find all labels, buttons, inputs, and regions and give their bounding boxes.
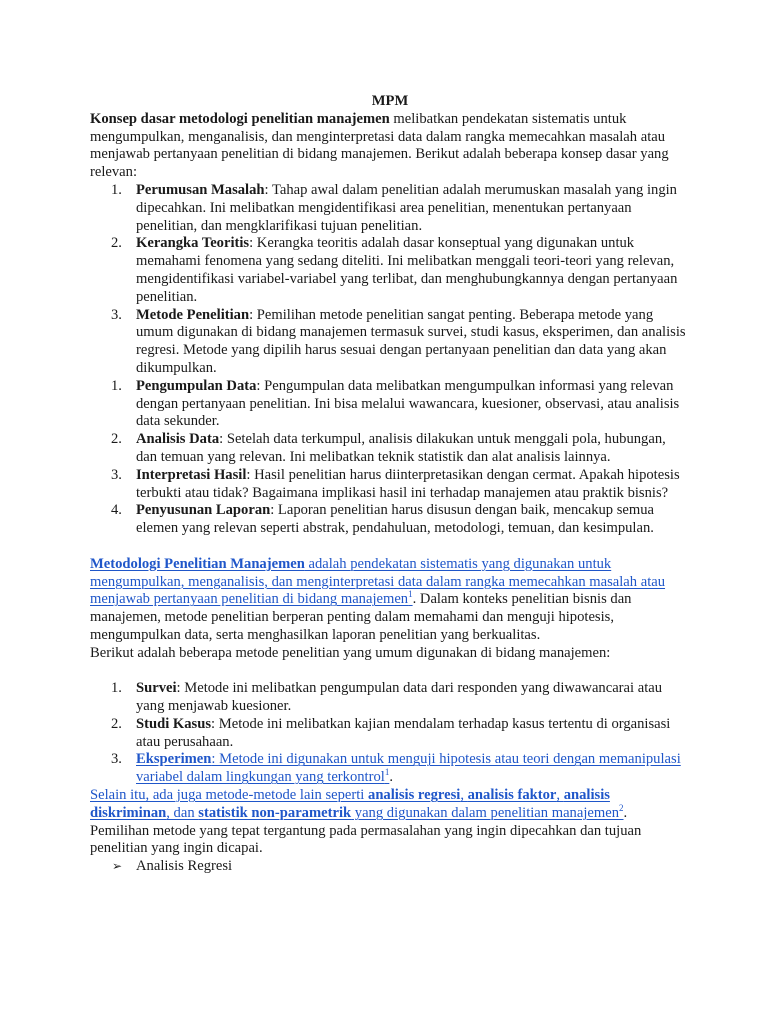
list-text: : Laporan penelitian harus disusun dengan baik, mencakup semua elemen yang relevan seperti abstrak, pendahuluan, metodologi, temuan, dan kesimpulan. xyxy=(136,502,655,537)
list-item xyxy=(90,680,690,716)
methodology-paragraph xyxy=(90,556,690,645)
link-bold-term: Metodologi Penelitian Manajemen xyxy=(90,555,305,572)
list-number: 1. xyxy=(111,377,122,394)
list-number: 2. xyxy=(111,431,122,448)
list-text: : Metode ini digunakan untuk menguji hipotesis atau teori dengan memanipulasi variabel dalam lingkungan yang terkontrol xyxy=(136,751,681,786)
separator: , dan xyxy=(166,804,199,821)
concepts-list xyxy=(90,182,690,538)
list-number: 4. xyxy=(111,502,122,519)
list-item xyxy=(90,431,690,467)
document-page xyxy=(90,93,690,876)
list-item xyxy=(90,182,690,235)
list-term: Pengumpulan Data xyxy=(136,377,257,394)
list-term: Penyusunan Laporan xyxy=(136,502,271,519)
list-number: 3. xyxy=(111,751,122,768)
other-methods-link[interactable] xyxy=(90,787,624,821)
list-term: Studi Kasus xyxy=(136,715,212,732)
blank-line xyxy=(90,538,690,556)
paragraph-end: . xyxy=(623,804,628,821)
list-text: : Setelah data terkumpul, analisis dilakukan untuk menggali pola, hubungan, dan temuan yang relevan. Ini melibatkan teknik statistik dan alat analisis lainnya. xyxy=(136,431,666,465)
list-term: Survei xyxy=(136,680,177,697)
list-text: : Hasil penelitian harus diinterpretasikan dengan cermat. Apakah hipotesis terbukti atau tidak? Bagaimana implikasi hasil ini terhadap manajemen atau praktik bisnis? xyxy=(136,466,680,501)
footnote-ref: 1 xyxy=(384,767,390,778)
list-item xyxy=(90,378,690,431)
list-number: 2. xyxy=(111,715,122,732)
list-number: 2. xyxy=(111,235,122,252)
link-text: yang digunakan dalam penelitian manajemen xyxy=(351,804,619,821)
methods-lead: Berikut adalah beberapa metode penelitian yang umum digunakan di bidang manajemen: xyxy=(90,644,611,661)
list-term: Interpretasi Hasil xyxy=(136,466,247,483)
bullet-item xyxy=(90,858,690,876)
method-term: analisis diskriminan xyxy=(90,787,610,821)
list-text: : Pengumpulan data melibatkan mengumpulkan informasi yang relevan dengan pertanyaan penelitian. Ini bisa melalui wawancara, kuesioner, observasi, atau analisis data sekunder. xyxy=(136,377,680,430)
methods-list xyxy=(90,680,690,787)
link-text: adalah pendekatan sistematis yang digunakan untuk mengumpulkan, menganalisis, dan menginterpretasi data dalam rangka memecahkan masalah atau menjawab pertanyaan penelitian di bidang manajemen xyxy=(90,555,666,608)
list-item xyxy=(90,502,690,538)
bullet-text: Analisis Regresi xyxy=(136,858,233,875)
list-text: : Metode ini melibatkan kajian mendalam terhadap kasus tertentu di organisasi atau perusahaan. xyxy=(136,715,671,750)
blank-line xyxy=(90,663,690,681)
separator: , xyxy=(556,787,564,804)
list-item xyxy=(90,467,690,503)
method-term: analisis faktor xyxy=(467,787,557,804)
footnote-ref: 2 xyxy=(619,803,624,814)
paragraph-text: . Dalam konteks penelitian bisnis dan manajemen, metode penelitian berperan penting dalam memahami dan menguji hipotesis, mengumpulkan data, serta menghasilkan laporan penelitian yang berkualitas. xyxy=(90,591,632,643)
method-term: statistik non-parametrik xyxy=(198,804,352,821)
separator: , xyxy=(460,787,468,804)
list-number: 1. xyxy=(111,680,122,697)
list-term: Eksperimen xyxy=(136,751,212,768)
list-item xyxy=(90,235,690,306)
list-item xyxy=(90,716,690,752)
list-number: 1. xyxy=(111,181,122,198)
list-item xyxy=(90,307,690,378)
arrow-bullet-icon: ➢ xyxy=(112,859,123,874)
list-term: Perumusan Masalah xyxy=(136,181,265,198)
link-text: Selain itu, ada juga metode-metode lain seperti xyxy=(90,787,369,804)
bullet-list xyxy=(90,858,690,876)
intro-text: melibatkan pendekatan sistematis untuk mengumpulkan, menganalisis, dan menginterpretasi data dalam rangka memecahkan masalah atau menjawab pertanyaan penelitian di bidang manajemen. Berikut adalah beberapa konsep dasar yang relevan: xyxy=(90,110,669,181)
list-text: : Metode ini melibatkan pengumpulan data dari responden yang diwawancarai atau yang menjawab kuesioner. xyxy=(136,680,663,715)
list-text: : Pemilihan metode penelitian sangat penting. Beberapa metode yang umum digunakan di bidang manajemen termasuk survei, studi kasus, eksperimen, dan analisis regresi. Metode yang dipilih harus sesuai dengan pertanyaan penelitian dan data yang akan dikumpulkan. xyxy=(136,306,686,376)
list-term: Metode Penelitian xyxy=(136,306,250,323)
list-term: Analisis Data xyxy=(136,431,220,448)
footnote-ref: 1 xyxy=(408,589,413,600)
list-text: : Tahap awal dalam penelitian adalah merumuskan masalah yang ingin dipecahkan. Ini melibatkan mengidentifikasi area penelitian, menentukan pertanyaan penelitian, dan mengklarifikasi tujuan penelitian. xyxy=(136,181,677,234)
closing-paragraph: Pemilihan metode yang tepat tergantung pada permasalahan yang ingin dipecahkan dan tujuan penelitian yang ingin dicapai. xyxy=(90,822,642,857)
document-title: MPM xyxy=(371,93,409,109)
list-number: 3. xyxy=(111,306,122,323)
list-number: 3. xyxy=(111,466,122,483)
intro-bold-term: Konsep dasar metodologi penelitian manajemen xyxy=(90,110,390,127)
list-end: . xyxy=(389,769,393,786)
list-item xyxy=(90,751,690,787)
list-term: Kerangka Teoritis xyxy=(136,235,250,252)
other-methods-paragraph xyxy=(90,787,690,823)
method-term: analisis regresi xyxy=(368,787,461,804)
eksperimen-link[interactable] xyxy=(136,751,681,785)
list-text: : Kerangka teoritis adalah dasar konseptual yang digunakan untuk memahami fenomena yang sedang diteliti. Ini melibatkan menggali teori-teori yang relevan, mengidentifikasi variabel-variabel yang terlibat, dan menghubungkannya dengan pertanyaan penelitian. xyxy=(136,235,678,305)
intro-paragraph xyxy=(90,111,690,182)
